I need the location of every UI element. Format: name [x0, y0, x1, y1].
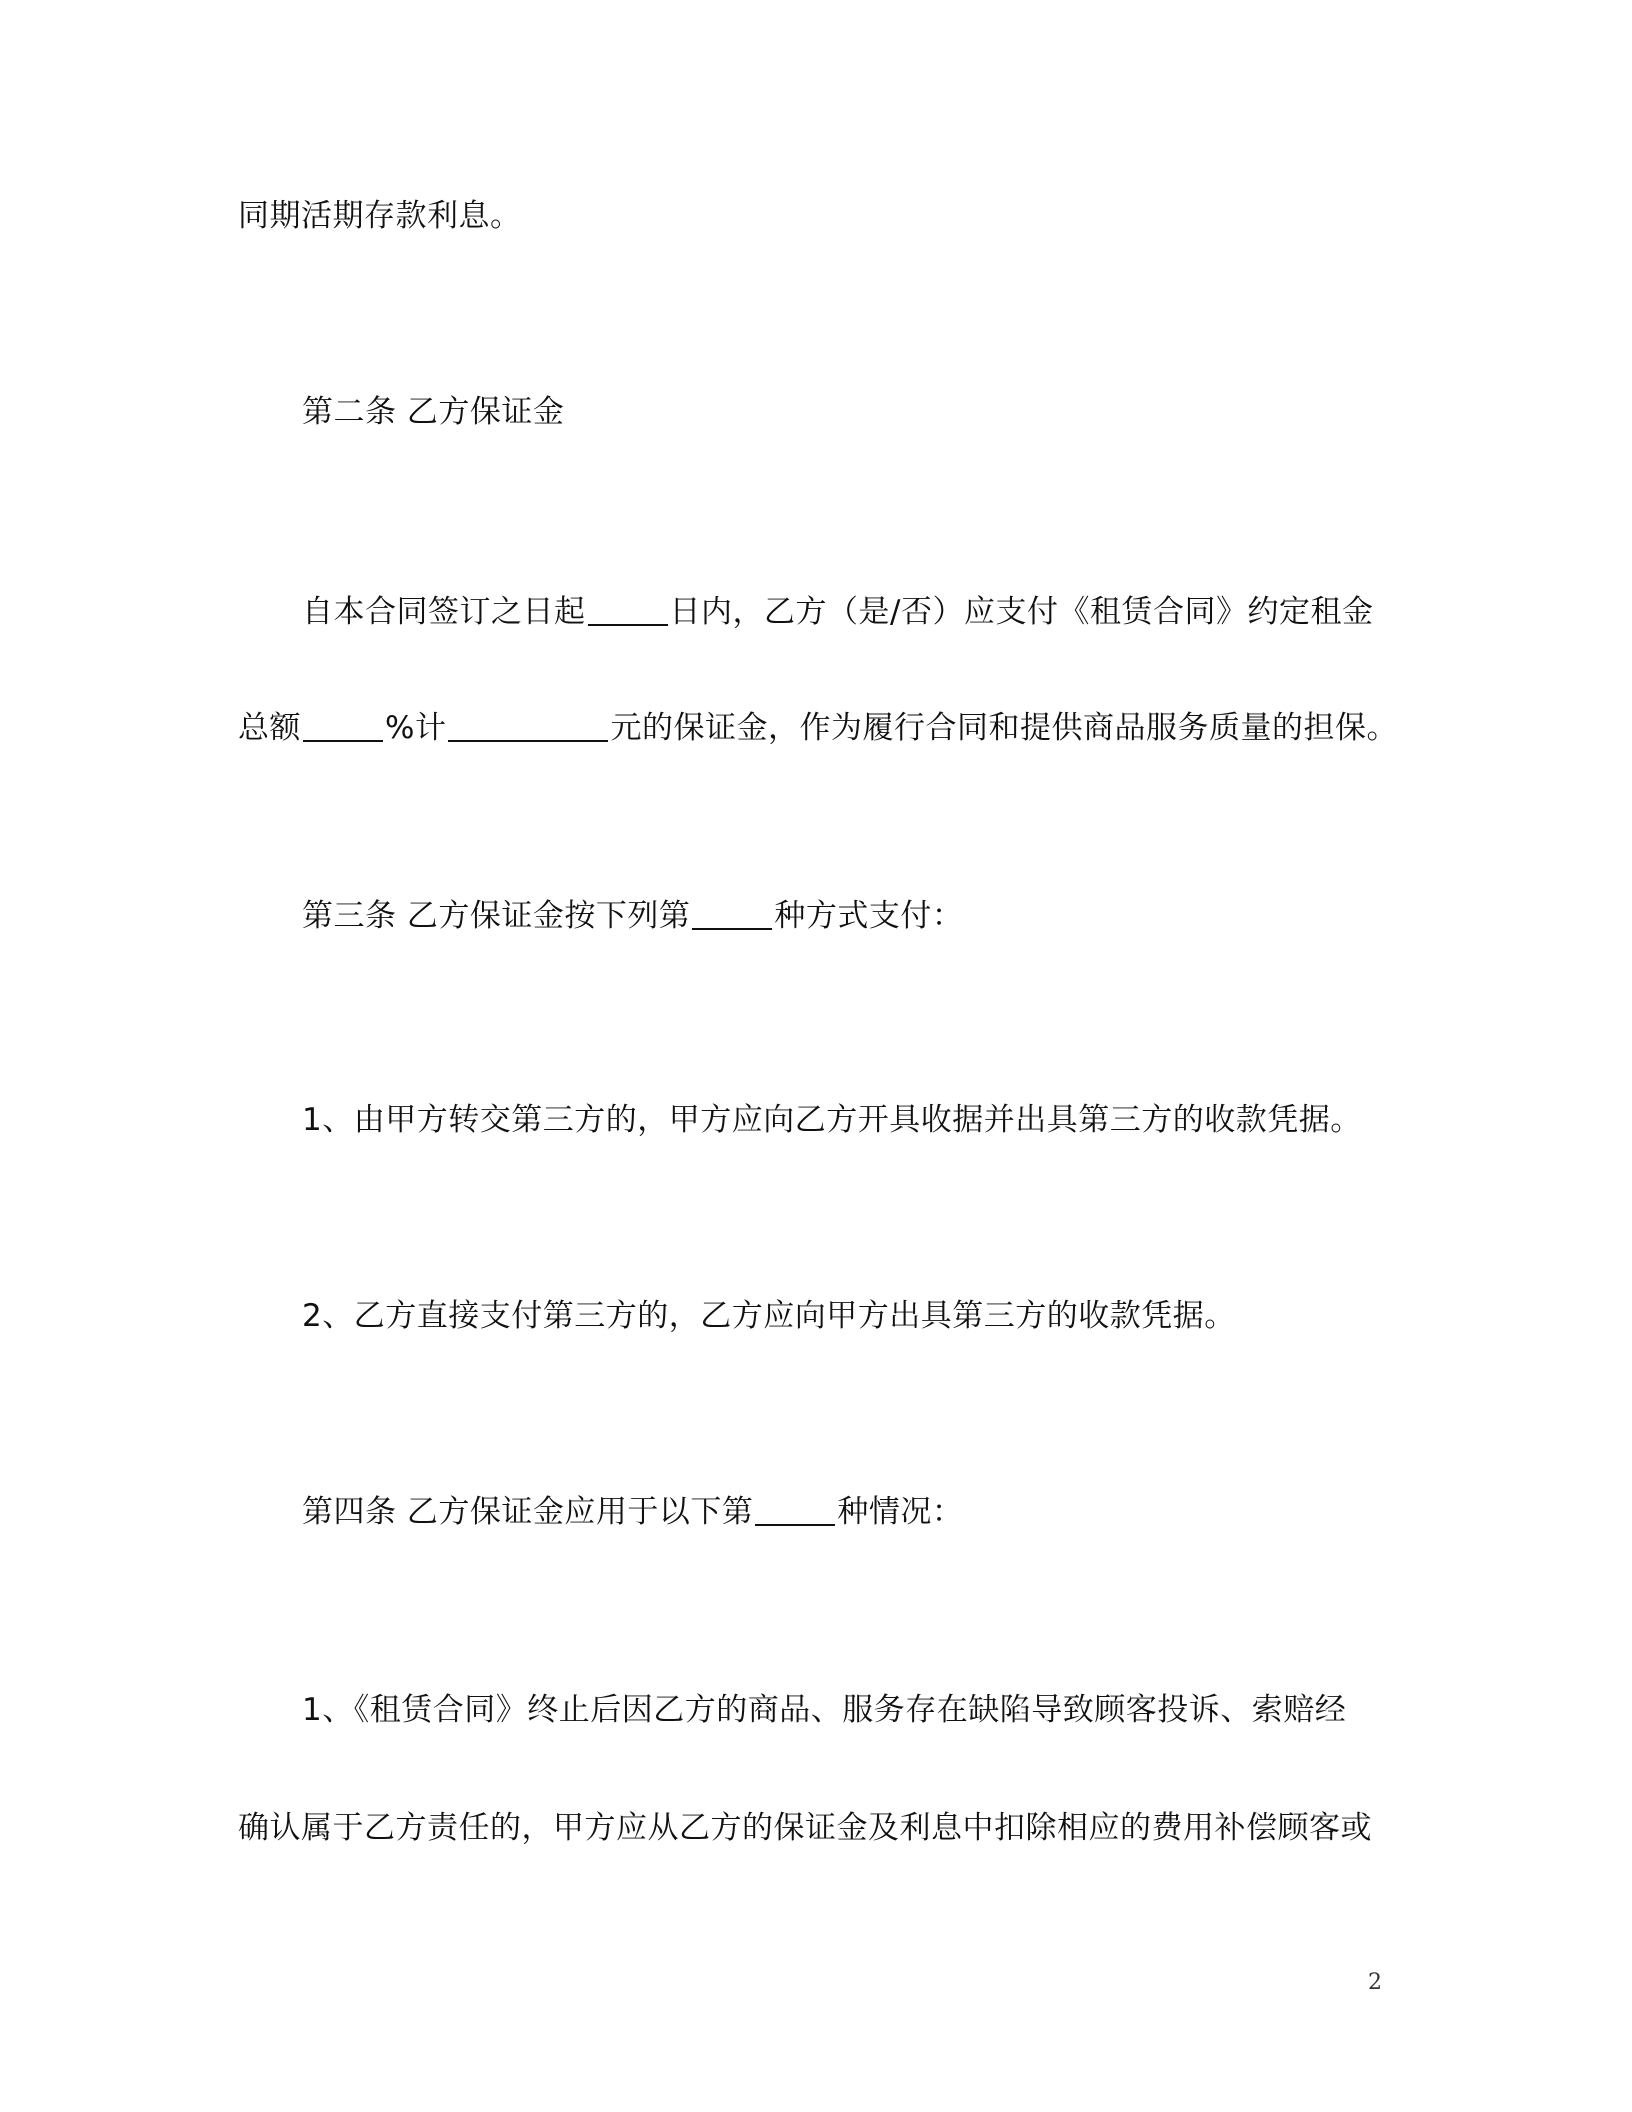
article-three-heading	[302, 894, 963, 938]
deposit-clause-line-2	[238, 706, 1398, 750]
text-line: 2、乙方直接支付第三方的，乙方应向甲方出具第三方的收款凭据。	[302, 1298, 1236, 1334]
text-line: 同期活期存款利息。	[238, 198, 522, 234]
text-segment: 第四条 乙方保证金应用于以下第	[302, 1494, 754, 1530]
amount-blank-field	[448, 710, 608, 742]
paragraph-continuation	[238, 194, 522, 238]
payment-method-blank-field	[692, 898, 772, 930]
text-line: 1、由甲方转交第三方的，甲方应向乙方开具收据并出具第三方的收款凭据。	[302, 1102, 1362, 1138]
payment-option-1	[302, 1098, 1362, 1142]
text-line: 1、《租赁合同》终止后因乙方的商品、服务存在缺陷导致顾客投诉、索赔经	[302, 1692, 1347, 1728]
text-segment: 种情况：	[837, 1494, 964, 1530]
text-segment: %计	[385, 710, 447, 746]
text-line: 第二条 乙方保证金	[302, 394, 565, 430]
text-segment: 元的保证金，作为履行合同和提供商品服务质量的担保。	[610, 710, 1398, 746]
text-segment: 自本合同签订之日起	[302, 594, 586, 630]
article-four-heading	[302, 1490, 963, 1534]
percent-blank-field	[303, 710, 383, 742]
deposit-clause-line-1	[302, 590, 1373, 634]
usage-case-1-line-2	[238, 1806, 1372, 1850]
payment-option-2	[302, 1294, 1236, 1338]
usage-case-blank-field	[755, 1494, 835, 1526]
text-segment: 日内，乙方（是/否）应支付《租赁合同》约定租金	[669, 594, 1374, 630]
days-blank-field	[588, 594, 668, 626]
text-line: 确认属于乙方责任的，甲方应从乙方的保证金及利息中扣除相应的费用补偿顾客或	[238, 1810, 1372, 1846]
article-two-heading	[302, 390, 564, 434]
usage-case-1-line-1	[302, 1688, 1346, 1732]
text-segment: 总额	[238, 710, 301, 746]
text-segment: 第三条 乙方保证金按下列第	[302, 898, 691, 934]
text-segment: 种方式支付：	[774, 898, 964, 934]
page-number: 2	[1368, 1970, 1382, 1995]
